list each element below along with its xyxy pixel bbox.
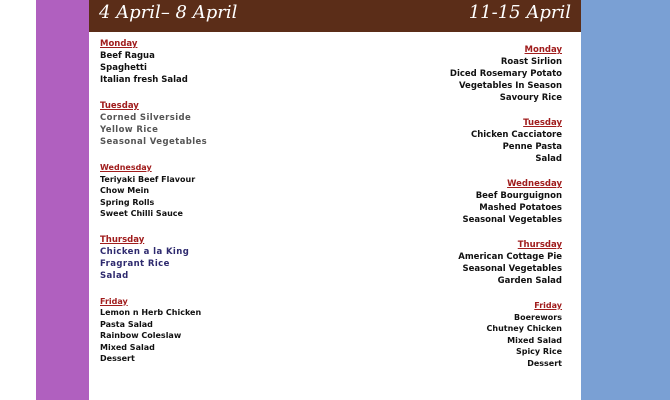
week1-menu-column [100,38,330,379]
week1-monday [100,38,330,86]
menu-item: Beef Bourguignon [475,191,562,201]
right-color-band [581,0,670,400]
week2-wednesday [322,178,562,226]
week2-tuesday [322,117,562,165]
menu-item: Chutney Chicken [486,324,562,333]
menu-header-bar [89,0,581,32]
menu-item: Dessert [527,358,562,368]
day-heading: Tuesday [100,101,139,111]
menu-item: Fragrant Rice [100,258,170,269]
week1-friday [100,296,330,365]
menu-item: Boerewors [514,312,562,322]
day-heading: Thursday [100,234,145,245]
menu-item: Teriyaki Beef Flavour [100,174,196,184]
menu-item: Corned Silverside [100,113,192,123]
week1-thursday [100,234,330,282]
menu-item: Seasonal Vegetables [462,215,562,225]
week1-tuesday [100,100,330,148]
day-heading: Thursday [517,240,562,250]
menu-item: Rainbow Coleslaw [100,331,182,340]
menu-item: Mixed Salad [100,342,155,352]
menu-item: Spicy Rice [515,347,562,356]
menu-item: Lemon n Herb Chicken [100,308,202,317]
week2-thursday [322,239,562,287]
menu-item: Vegetables In Season [458,81,562,91]
menu-item: Mashed Potatoes [479,203,562,213]
week1-wednesday [100,162,330,220]
menu-item: Seasonal Vegetables [100,137,208,147]
menu-item: Dessert [100,354,135,363]
menu-item: Seasonal Vegetables [462,264,562,274]
menu-item: American Cottage Pie [458,252,562,262]
day-heading: Tuesday [523,118,562,128]
week2-monday [322,44,562,104]
menu-item: Beef Ragua [100,51,155,61]
day-heading: Friday [100,296,128,306]
day-heading: Monday [100,39,138,49]
menu-item: Savoury Rice [499,93,562,103]
menu-item: Salad [535,154,562,164]
menu-item: Pasta Salad [100,319,153,329]
week1-date-range: 4 April– 8 April [99,2,238,23]
day-heading: Monday [524,45,562,55]
menu-item: Diced Rosemary Potato [449,69,562,79]
menu-item: Sweet Chilli Sauce [100,209,183,218]
menu-item: Spaghetti [100,63,147,73]
menu-item: Chow Mein [100,186,150,195]
left-color-band [36,0,89,400]
week2-menu-column [322,44,562,382]
menu-item: Garden Salad [497,276,562,286]
page-margin-left [0,0,36,400]
menu-item: Italian fresh Salad [100,75,188,85]
day-heading: Wednesday [507,179,562,189]
menu-item: Roast Sirlion [500,57,562,67]
menu-item: Chicken a la King [100,246,190,257]
menu-item: Yellow Rice [100,125,159,135]
menu-item: Chicken Cacciatore [470,130,562,140]
day-heading: Wednesday [100,163,152,172]
week2-date-range: 11-15 April [468,2,571,23]
menu-item: Salad [100,270,129,281]
menu-item: Spring Rolls [100,197,155,207]
menu-item: Mixed Salad [507,335,562,345]
menu-item: Penne Pasta [502,142,562,152]
day-heading: Friday [534,301,562,310]
week2-friday [322,300,562,369]
